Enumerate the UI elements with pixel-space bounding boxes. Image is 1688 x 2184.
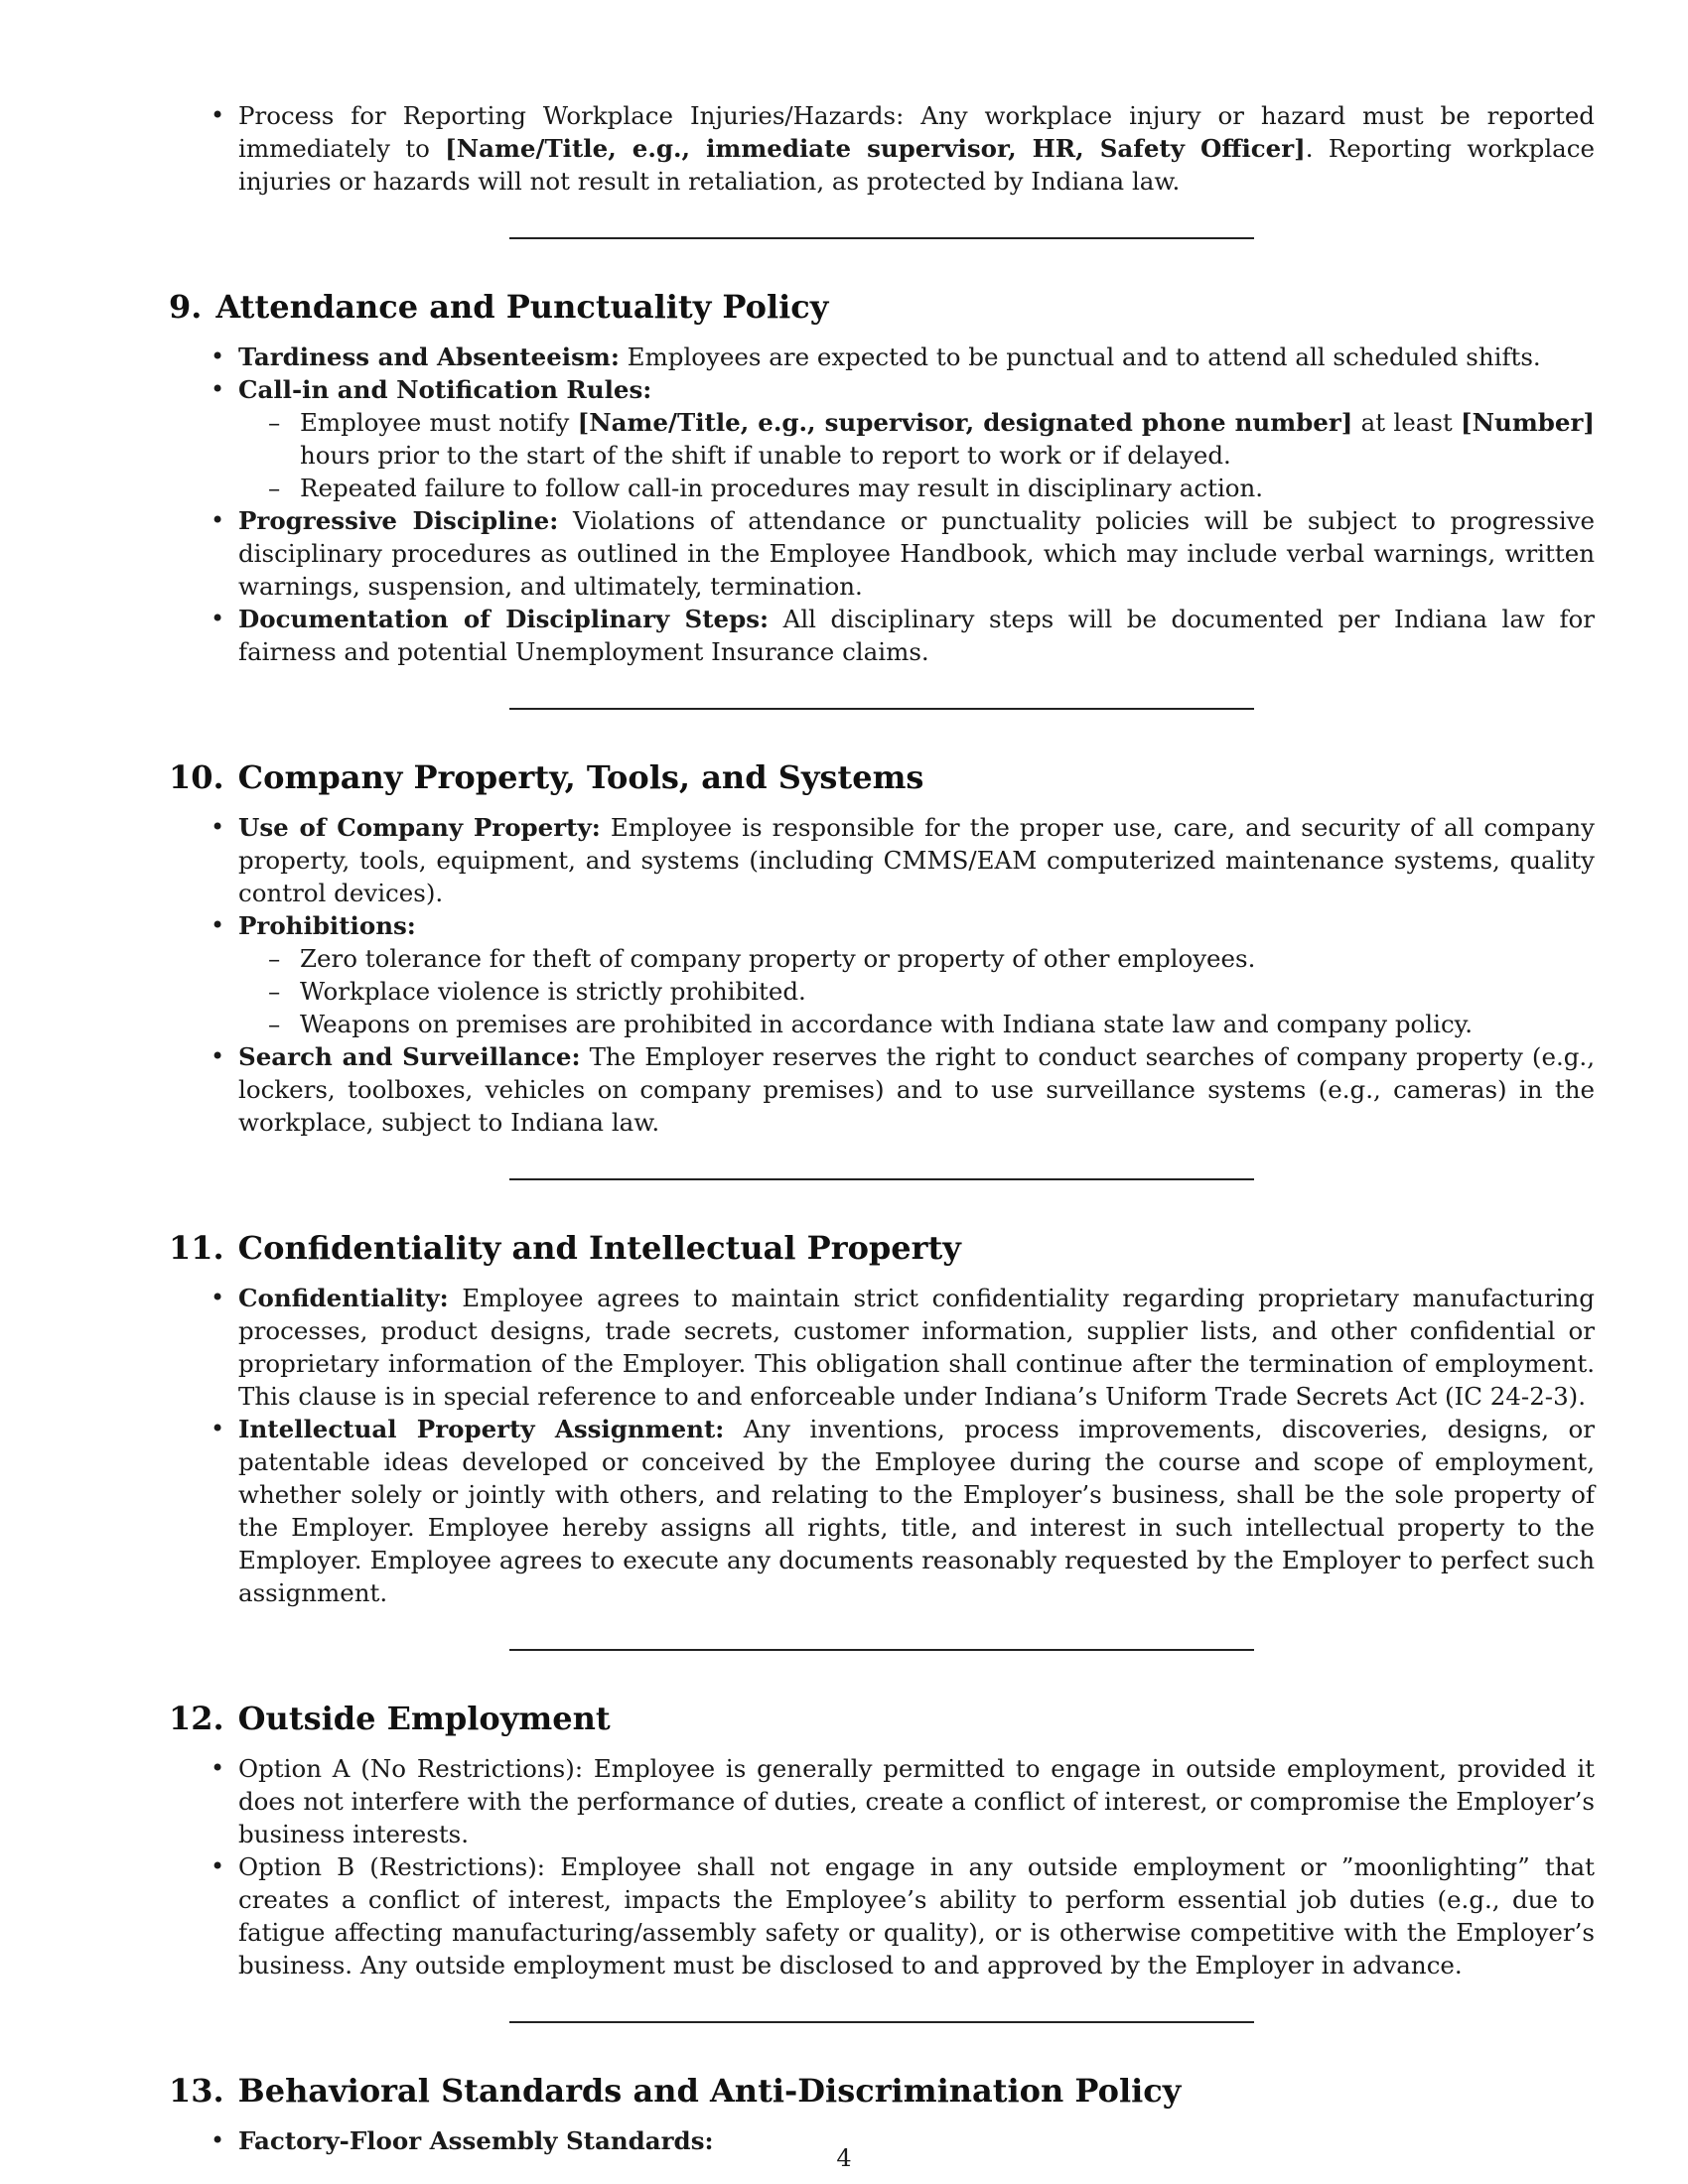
section-divider — [509, 237, 1254, 239]
list-item: • Factory-Floor Assembly Standards: — [211, 2126, 714, 2155]
list-item: • Use of Company Property: Employee is responsible for the proper use, care, and security of all company property, tools, equipment, and systems (including CMMS/EAM computerized maintenance systems, quality control devices). — [211, 813, 1595, 907]
section-9-list — [169, 341, 1595, 668]
page-number: 4 — [836, 2144, 852, 2172]
list-item: • Progressive Discipline: Violations of attendance or punctuality policies will be subject to progressive disciplinary procedures as outlined in the Employee Handbook, which may include verbal warnings, written warnings, suspension, and ultimately, termination. — [211, 506, 1595, 601]
dash-icon: – — [268, 408, 281, 437]
bullet-icon: • — [211, 101, 225, 129]
dash-icon: – — [268, 944, 281, 973]
sub-list-item: – Weapons on premises are prohibited in accordance with Indiana state law and company policy. — [268, 1010, 1474, 1038]
bullet-icon: • — [211, 1852, 225, 1880]
section-divider — [509, 1649, 1254, 1651]
section-heading-9: 9. Attendance and Punctuality Policy — [169, 288, 829, 326]
section-heading-13: 13. Behavioral Standards and Anti-Discrimination Policy — [169, 2072, 1182, 2110]
list-item: • Option A (No Restrictions): Employee is generally permitted to engage in outside employment, provided it does not interfere with the performance of duties, create a conflict of interest, or compromise the Employer’s business interests. — [211, 1754, 1595, 1848]
sub-list-item: – Repeated failure to follow call-in procedures may result in disciplinary action. — [268, 474, 1264, 502]
section-heading-10: 10. Company Property, Tools, and Systems — [169, 758, 924, 796]
bullet-icon: • — [211, 342, 225, 370]
dash-icon: – — [268, 977, 281, 1006]
section-10-list — [169, 811, 1595, 1139]
list-item: • Prohibitions: – Zero tolerance for theft of company property or property of other employees. – Workplace violence is strictly prohibited. – Weapons on premises are prohibited in accordance with Indiana state law and company policy. — [169, 909, 1595, 1040]
bullet-icon: • — [211, 1284, 225, 1311]
sub-list — [238, 406, 1595, 504]
section-divider — [509, 2021, 1254, 2023]
sub-list — [238, 942, 1595, 1040]
bullet-icon: • — [211, 2126, 225, 2154]
bullet-icon: • — [211, 375, 225, 403]
dash-icon: – — [268, 474, 281, 502]
list-item: • Confidentiality: Employee agrees to maintain strict confidentiality regarding proprietary manufacturing processes, product designs, trade secrets, customer information, supplier lists, and other confidential or proprietary information of the Employer. This obligation shall continue after the termination of employment. This clause is in special reference to and enforceable under Indiana’s Uniform Trade Secrets Act (IC 24-2-3). — [211, 1284, 1595, 1411]
document-page — [169, 99, 1595, 2157]
dash-icon: – — [268, 1010, 281, 1038]
list-item: • Option B (Restrictions): Employee shall not engage in any outside employment or ”moonlighting” that creates a conflict of interest, impacts the Employee’s ability to perform essential job duties (e.g., due to fatigue affecting manufacturing/assembly safety or quality), or is otherwise competitive with the Employer’s business. Any outside employment must be disclosed to and approved by the Employer in advance. — [211, 1852, 1595, 1979]
bullet-icon: • — [211, 506, 225, 534]
bullet-icon: • — [211, 605, 225, 632]
list-item: • Documentation of Disciplinary Steps: All disciplinary steps will be documented per Indiana law for fairness and potential Unemployment Insurance claims. — [211, 605, 1595, 666]
list-item: • Tardiness and Absenteeism: Employees are expected to be punctual and to attend all scheduled shifts. — [211, 342, 1541, 371]
section-11-list — [169, 1282, 1595, 1609]
bullet-icon: • — [211, 911, 225, 939]
list-item: • Call-in and Notification Rules: – Employee must notify [Name/Title, e.g., supervisor, designated phone number] at least [Number] hours prior to the start of the shift if unable to report to work or if delayed. – Repeated failure to follow call-in procedures may result in disciplinary action. — [211, 375, 1595, 502]
list-item: • Search and Surveillance: The Employer reserves the right to conduct searches of company property (e.g., lockers, toolboxes, vehicles on company premises) and to use surveillance systems (e.g., cameras) in the workplace, subject to Indiana law. — [211, 1042, 1595, 1137]
sub-list-item: – Workplace violence is strictly prohibited. — [268, 977, 806, 1006]
bullet-icon: • — [211, 1042, 225, 1070]
top-list — [169, 99, 1595, 198]
section-divider — [509, 1178, 1254, 1180]
list-item: • Process for Reporting Workplace Injuries/Hazards: Any workplace injury or hazard must be reported immediately to [Name/Title, e.g., immediate supervisor, HR, Safety Officer]. Reporting workplace injuries or hazards will not result in retaliation, as protected by Indiana law. — [211, 101, 1595, 196]
section-divider — [509, 708, 1254, 710]
section-12-list — [169, 1752, 1595, 1981]
sub-list-item: – Zero tolerance for theft of company property or property of other employees. — [268, 944, 1256, 973]
list-item: • Intellectual Property Assignment: Any inventions, process improvements, discoveries, designs, or patentable ideas developed or conceived by the Employee during the course and scope of employment, whether solely or jointly with others, and relating to the Employer’s business, shall be the sole property of the Employer. Employee hereby assigns all rights, title, and interest in such intellectual property to the Employer. Employee agrees to execute any documents reasonably requested by the Employer to perfect such assignment. — [211, 1415, 1595, 1607]
section-heading-12: 12. Outside Employment — [169, 1700, 611, 1737]
sub-list-item: – Employee must notify [Name/Title, e.g., supervisor, designated phone number] at least [Number] hours prior to the start of the shift if unable to report to work or if delayed. — [268, 408, 1595, 470]
bullet-icon: • — [211, 1754, 225, 1782]
section-heading-11: 11. Confidentiality and Intellectual Property — [169, 1229, 961, 1267]
bullet-icon: • — [211, 813, 225, 841]
bullet-icon: • — [211, 1415, 225, 1442]
